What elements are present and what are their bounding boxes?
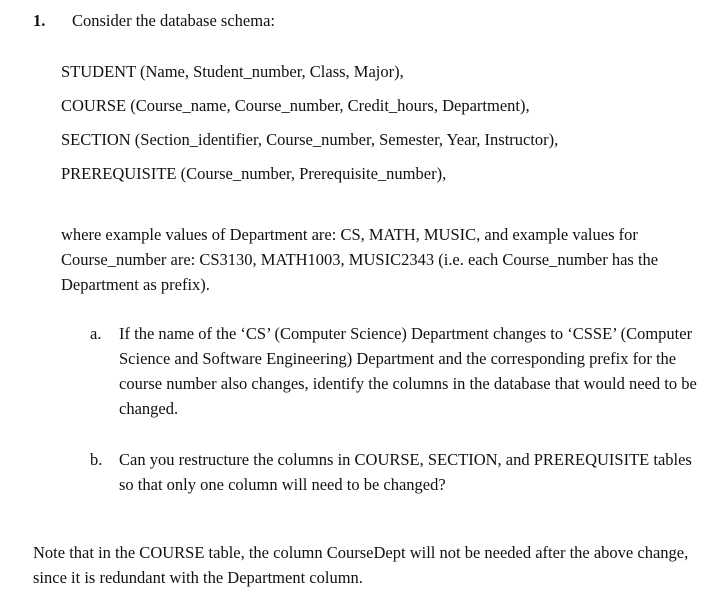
question-intro: Consider the database schema: — [72, 11, 275, 30]
question-number: 1. — [33, 11, 46, 30]
item-b-text: Can you restructure the columns in COURSE, SECTION, and PREREQUISITE tables so that only one column will need to be changed? — [119, 450, 692, 494]
item-b-marker: b. — [90, 450, 103, 469]
note-paragraph: Note that in the COURSE table, the column CourseDept will not be needed after the above change, since it is redundant with the Department column. — [33, 543, 689, 587]
schema-student: STUDENT (Name, Student_number, Class, Major), — [61, 62, 404, 81]
example-values-paragraph: where example values of Department are: CS, MATH, MUSIC, and example values for Course_number are: CS3130, MATH1003, MUSIC2343 (i.e. each Course_number has the Department as prefix). — [61, 225, 659, 294]
schema-course: COURSE (Course_name, Course_number, Credit_hours, Department), — [61, 96, 530, 115]
item-a-marker: a. — [90, 324, 102, 343]
schema-prerequisite: PREREQUISITE (Course_number, Prerequisite_number), — [61, 164, 447, 183]
schema-section: SECTION (Section_identifier, Course_number, Semester, Year, Instructor), — [61, 130, 559, 149]
item-a-text: If the name of the ‘CS’ (Computer Science) Department changes to ‘CSSE’ (Computer Science and Software Engineering) Department and the corresponding prefix for the course number also changes, identify the columns in the database that would need to be changed. — [119, 324, 697, 418]
